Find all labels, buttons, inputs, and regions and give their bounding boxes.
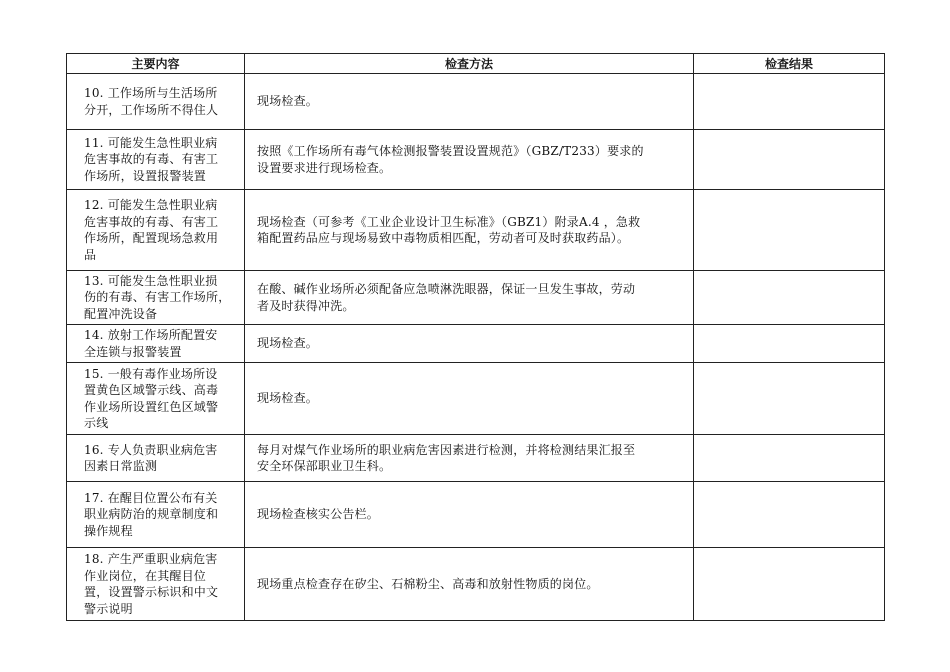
content-cell: 18. 产生严重职业病危害 作业岗位，在其醒目位 置，设置警示标识和中文 警示说明 [67,548,245,621]
method-cell: 每月对煤气作业场所的职业病危害因素进行检测，并将检测结果汇报至 安全环保部职业卫生科。 [245,435,694,482]
method-cell: 现场重点检查存在矽尘、石棉粉尘、高毒和放射性物质的岗位。 [245,548,694,621]
table-row [67,325,885,363]
table-row [67,482,885,548]
content-cell: 10. 工作场所与生活场所 分开，工作场所不得住人 [67,74,245,130]
table-row [67,271,885,325]
result-cell[interactable] [694,363,885,435]
method-cell: 在酸、碱作业场所必须配备应急喷淋洗眼器，保证一旦发生事故，劳动 者及时获得冲洗。 [245,271,694,325]
content-cell: 14. 放射工作场所配置安 全连锁与报警装置 [67,325,245,363]
method-cell: 现场检查。 [245,74,694,130]
result-cell[interactable] [694,435,885,482]
content-cell: 13. 可能发生急性职业损 伤的有毒、有害工作场所， 配置冲洗设备 [67,271,245,325]
table-row [67,74,885,130]
content-cell: 12. 可能发生急性职业病 危害事故的有毒、有害工 作场所，配置现场急救用 品 [67,190,245,271]
result-cell[interactable] [694,74,885,130]
result-cell[interactable] [694,548,885,621]
method-cell: 现场检查。 [245,325,694,363]
result-cell[interactable] [694,190,885,271]
content-cell: 16. 专人负责职业病危害 因素日常监测 [67,435,245,482]
table-row [67,363,885,435]
header-inspection-method: 检查方法 [245,54,694,74]
content-cell: 15. 一般有毒作业场所设 置黄色区域警示线、高毒 作业场所设置红色区域警 示线 [67,363,245,435]
method-cell: 现场检查（可参考《工业企业设计卫生标准》（GBZ1）附录A.4 ，急救 箱配置药品应与现场易致中毒物质相匹配，劳动者可及时获取药品）。 [245,190,694,271]
content-cell: 11. 可能发生急性职业病 危害事故的有毒、有害工 作场所，设置报警装置 [67,130,245,190]
result-cell[interactable] [694,130,885,190]
table-row [67,190,885,271]
method-cell: 现场检查。 [245,363,694,435]
result-cell[interactable] [694,482,885,548]
table-row [67,548,885,621]
inspection-table [66,53,885,621]
table-row [67,130,885,190]
method-cell: 现场检查核实公告栏。 [245,482,694,548]
header-row [67,54,885,74]
method-cell: 按照《工作场所有毒气体检测报警装置设置规范》（GBZ/T233）要求的 设置要求进行现场检查。 [245,130,694,190]
table-row [67,435,885,482]
result-cell[interactable] [694,325,885,363]
result-cell[interactable] [694,271,885,325]
content-cell: 17. 在醒目位置公布有关 职业病防治的规章制度和 操作规程 [67,482,245,548]
header-inspection-result: 检查结果 [694,54,885,74]
header-main-content: 主要内容 [67,54,245,74]
